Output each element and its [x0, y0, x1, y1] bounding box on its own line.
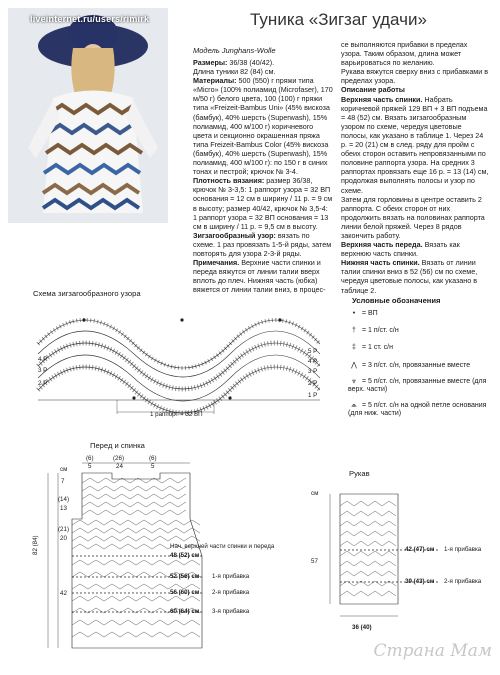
page-title: Туника «Зигзаг удачи» [250, 10, 427, 29]
dim-top-2: (26) [113, 455, 125, 462]
note-2: 2-я прибавка [212, 589, 250, 596]
col2-paragraph-0: се выполняются прибавки в пределах узора. Таким образом, длина может варьироваться по желанию. [341, 40, 468, 68]
sleeve-width-2: 39 (43) см [405, 578, 435, 585]
col1-paragraph-4: Зигзагообразный узор: вязать по схеме. 1 раз провязать 1-5-й ряды, затем повторять для узора 2-3-й ряды. [193, 230, 332, 258]
col2-paragraph-3: Верхняя часть спинки. Набрать коричневой пряжей 129 ВП + 3 ВП подъема = 48 (52) см. Вязать зигзагообразным узором по схеме, чередуя цветовые полосы, как указано в таблице 1. Через 24 р. = 20 (21) см в след. ряду для пройм с обеих сторон оставить непровязанными по половине раппорта узора. На средних 3 раппортах провязать еще 16 р. = 13 (14) см, продолжая выполнять полосы и узор по схеме. [341, 94, 489, 195]
half-dc-symbol-icon: † [352, 327, 356, 334]
sleeve-dim-unit: см [311, 490, 319, 497]
waist-note: Нач. верхней части спинки и переда [170, 543, 275, 550]
col1-body [193, 58, 333, 294]
legend-item-dc: ‡ = 1 ст. с/н [348, 344, 393, 351]
dim-side: 82 (84) [32, 535, 39, 555]
row-label-left-4: 4 Р [38, 356, 48, 363]
front-back-title: Перед и спинка [90, 441, 145, 450]
sleeve-width-1: 42 (47) см [405, 546, 435, 553]
width-1: 48 (52) см [170, 552, 200, 559]
dim-left-5: 20 [60, 535, 67, 542]
col2-paragraph-1: Рукава вяжутся сверху вниз с прибавками в пределах узора. [341, 67, 489, 86]
dim-top-6: 5 [151, 463, 155, 470]
col1-paragraph-1: Длина туники 82 (84) см. [193, 67, 276, 77]
dim-left-4: (21) [58, 526, 70, 533]
col1-paragraph-0: Размеры: 36/38 (40/42). [193, 58, 275, 67]
sleeve-title: Рукав [349, 469, 370, 478]
legend-item-5inone: ⩕ = 5 п/ст. с/н на одной петле основания (для ниж. части) [348, 402, 487, 417]
dim-left-1: 7 [61, 478, 65, 485]
model-photo [8, 8, 168, 223]
col2-paragraph-2: Описание работы [341, 85, 405, 95]
note-3: 3-я прибавка [212, 608, 250, 615]
col2-paragraph-4: Затем для горловины в центре оставить 2 раппорта. С обеих сторон от них продолжить вязать на половинах раппорта линии белой пряжей. Через 8 рядов закончить работу. [341, 194, 485, 240]
sleeve-bottom: 36 (40) [352, 624, 372, 631]
tunic-photo-illustration [8, 8, 168, 223]
sleeve-note-2: 2-я прибавка [444, 578, 482, 585]
legend-item-3tog: ⋀ = 3 п/ст. с/н, провязанные вместе [348, 361, 470, 369]
chain-symbol-icon: • [352, 310, 356, 317]
row-label-right-3: 3 Р [308, 368, 318, 375]
text-column-1 [193, 58, 333, 294]
col1-paragraph-5: Примечания. Верхние части спинки и переда вяжутся от линии талии вверх вплоть до плеч. Нижняя часть (юбка) вяжется от линии талии вниз, в процес- [193, 258, 326, 295]
dim-left-2: (14) [58, 496, 70, 503]
legend-item-hdc: † = 1 п/ст. с/н [348, 327, 399, 334]
three-together-symbol-icon: ⋀ [351, 362, 357, 369]
five-together-symbol-icon: ⩔ [352, 378, 356, 385]
row-label-right-4: 4 Р [308, 358, 318, 365]
model-credit: Модель Junghans-Wolle [193, 46, 276, 55]
row-label-right-2: 2 Р [308, 380, 318, 387]
width-2: 52 (56) см [170, 573, 200, 580]
dim-top-5: 24 [116, 463, 123, 470]
source-url: liveinternet.ru/users/rimirk [30, 14, 150, 24]
watermark-logo: Страна Мам [373, 641, 492, 661]
scheme-caption: Схема зигзагообразного узора [33, 289, 141, 298]
dim-left-6: 42 [60, 590, 67, 597]
repeat-label: 1 раппорт = 32 ВП [150, 411, 203, 418]
row-label-left-2: 2 Р [38, 380, 48, 387]
note-1: 1-я прибавка [212, 573, 250, 580]
col2-paragraph-5: Верхняя часть переда. Вязать как верхнюю часть спинки. [341, 240, 460, 259]
legend-title: Условные обозначения [352, 296, 441, 305]
dc-symbol-icon: ‡ [352, 344, 356, 351]
col1-paragraph-3: Плотность вязания: размер 36/38, крючок № 3-3,5: 1 раппорт узора = 32 ВП основания = 12 см в ширину / 11 р. = 9 см в высоту; размер 40/42, крючок № 3,5-4: 1 раппорт узора = 32 ВП основания = 13 см в ширину / 11 р. = 9,5 см в высоту. [193, 176, 333, 231]
sleeve-schematic [300, 484, 500, 644]
col2-body [341, 40, 490, 295]
sleeve-dim-length: 57 [311, 558, 318, 565]
row-label-right-1: 1 Р [308, 392, 318, 399]
dim-top-4: 5 [88, 463, 92, 470]
legend-item-chain: • = ВП [348, 310, 378, 317]
row-label-right-5: 5 Р [308, 348, 318, 355]
dim-left-3: 13 [60, 505, 67, 512]
col1-paragraph-2: Материалы: 500 (550) г пряжи типа «Micro» (100% полиамид (Microfaser), 170 м/50 г) белого цвета, 100 (100) г пряжи типа «Freizeit-Bambus Uni» (45% вискоза (бамбук), 40% шерсть (Superwash), 15% полиамид, 400 м/100 г) коричневого цвета и секционно окрашенная пряжа типа Freizeit-Bambus Color (45% вискоза (бамбук), 40% шерсть (Superwash), 15% полиамид, 400 м/100 г): по 150 г в синих тонах и пестрой; крючок № 3-4. [193, 76, 333, 177]
five-in-one-symbol-icon: ⩕ [351, 402, 357, 409]
width-3: 56 (60) см [170, 589, 200, 596]
col2-paragraph-6: Нижняя часть спинки. Вязать от линии талии спинки вниз в 52 (56) см по схеме, чередуя цветовые полосы, как указано в таблице 2. [341, 258, 478, 295]
row-label-left-3: 3 Р [38, 367, 48, 374]
dim-top-3: (6) [149, 455, 157, 462]
pattern-chart [24, 300, 320, 425]
sleeve-note-1: 1-я прибавка [444, 546, 482, 553]
text-column-2 [341, 40, 490, 295]
width-4: 60 (64) см [170, 608, 200, 615]
legend-item-5tog: ⩔ = 5 п/ст. с/н, провязанные вместе (для верх. части) [348, 378, 487, 393]
dim-top-1: (6) [86, 455, 94, 462]
dim-left-unit: см [60, 466, 68, 473]
